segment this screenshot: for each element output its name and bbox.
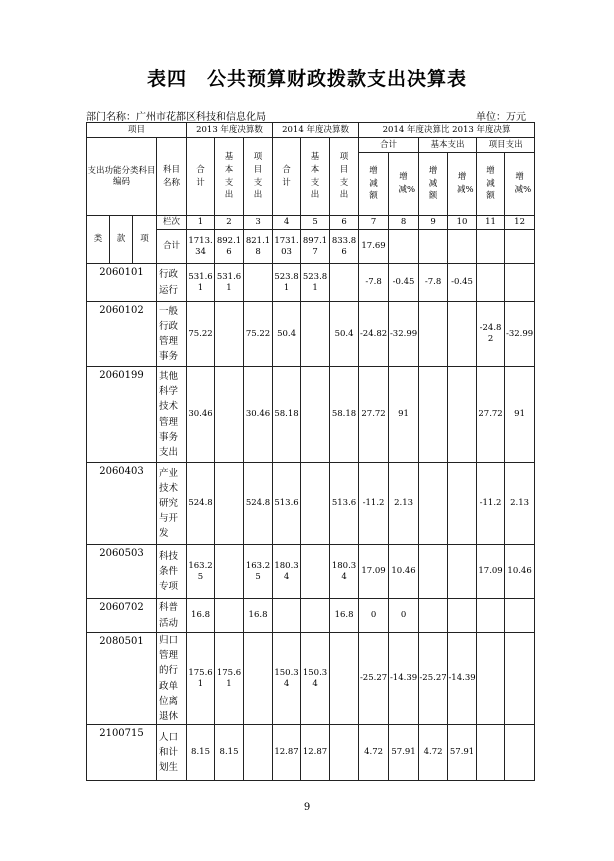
- value-cell: [301, 463, 330, 545]
- table-row: [87, 725, 535, 781]
- total-cell: [448, 230, 477, 264]
- value-cell: 150.34: [273, 633, 301, 725]
- value-cell: [215, 367, 244, 463]
- header-lei: 类: [87, 216, 110, 264]
- value-cell: [477, 633, 505, 725]
- value-cell: 180.34: [273, 545, 301, 599]
- header-2013: 2013 年度决算数: [187, 123, 273, 138]
- header-func-code: 支出功能分类科目编码: [87, 138, 157, 216]
- value-cell: -11.2: [359, 463, 389, 545]
- value-cell: 58.18: [273, 367, 301, 463]
- subject-name: 人口和计划生: [157, 725, 187, 781]
- header-kuan: 款: [110, 216, 133, 264]
- value-cell: -25.27: [359, 633, 389, 725]
- value-cell: 8.15: [215, 725, 244, 781]
- value-cell: 531.61: [215, 264, 244, 302]
- value-cell: 8.15: [187, 725, 215, 781]
- value-cell: 513.6: [273, 463, 301, 545]
- function-code: 2060403: [87, 463, 157, 545]
- function-code: 2060101: [87, 264, 157, 302]
- col-number: 11: [477, 216, 505, 230]
- header-cmp-total-pct: 增减%: [389, 153, 419, 216]
- col-number: 9: [419, 216, 448, 230]
- value-cell: 10.46: [505, 545, 535, 599]
- total-cell: 1713.34: [187, 230, 215, 264]
- value-cell: 0: [389, 599, 419, 633]
- value-cell: -0.45: [389, 264, 419, 302]
- table-row: [87, 367, 535, 463]
- value-cell: [505, 725, 535, 781]
- value-cell: [330, 725, 359, 781]
- value-cell: [301, 302, 330, 367]
- value-cell: 75.22: [244, 302, 273, 367]
- value-cell: 175.61: [215, 633, 244, 725]
- total-cell: 821.18: [244, 230, 273, 264]
- header-cmp-basic: 基本支出: [419, 138, 477, 153]
- value-cell: 180.34: [330, 545, 359, 599]
- header-cmp-basic-amount: 增减额: [419, 153, 448, 216]
- header-cmp-project-amount: 增减额: [477, 153, 505, 216]
- col-number: 10: [448, 216, 477, 230]
- subject-name: 一般行政管理事务: [157, 302, 187, 367]
- value-cell: -7.8: [419, 264, 448, 302]
- col-number: 12: [505, 216, 535, 230]
- col-number: 6: [330, 216, 359, 230]
- value-cell: 27.72: [477, 367, 505, 463]
- value-cell: [419, 545, 448, 599]
- value-cell: [244, 725, 273, 781]
- header-2014-basic: 基本支出: [301, 138, 330, 216]
- value-cell: [419, 302, 448, 367]
- subject-name: 产业技术研究与开发: [157, 463, 187, 545]
- value-cell: -14.39: [389, 633, 419, 725]
- value-cell: -24.82: [477, 302, 505, 367]
- value-cell: 4.72: [359, 725, 389, 781]
- value-cell: 16.8: [244, 599, 273, 633]
- value-cell: [330, 633, 359, 725]
- value-cell: [448, 367, 477, 463]
- value-cell: 163.25: [187, 545, 215, 599]
- table-row: [87, 302, 535, 367]
- header-2013-basic: 基本支出: [215, 138, 244, 216]
- value-cell: 4.72: [419, 725, 448, 781]
- total-cell: [389, 230, 419, 264]
- col-number: 2: [215, 216, 244, 230]
- value-cell: 12.87: [301, 725, 330, 781]
- header-cmp-project-pct: 增减%: [505, 153, 535, 216]
- value-cell: [301, 545, 330, 599]
- col-number: 5: [301, 216, 330, 230]
- header-2013-total: 合计: [187, 138, 215, 216]
- value-cell: 513.6: [330, 463, 359, 545]
- function-code: 2080501: [87, 633, 157, 725]
- total-cell: 892.16: [215, 230, 244, 264]
- header-2014-project: 项目支出: [330, 138, 359, 216]
- value-cell: -24.82: [359, 302, 389, 367]
- value-cell: 57.91: [448, 725, 477, 781]
- value-cell: 524.8: [244, 463, 273, 545]
- value-cell: -0.45: [448, 264, 477, 302]
- value-cell: 12.87: [273, 725, 301, 781]
- value-cell: [244, 633, 273, 725]
- value-cell: [301, 599, 330, 633]
- table-row: [87, 599, 535, 633]
- header-compare: 2014 年度决算比 2013 年度决算: [359, 123, 535, 138]
- value-cell: 523.81: [301, 264, 330, 302]
- value-cell: [419, 463, 448, 545]
- function-code: 2060702: [87, 599, 157, 633]
- subject-name: 归口管理的行政单位离退休: [157, 633, 187, 725]
- value-cell: [273, 599, 301, 633]
- budget-table: [86, 122, 535, 781]
- subject-name: 其他科学技术管理事务支出: [157, 367, 187, 463]
- total-cell: [419, 230, 448, 264]
- value-cell: 10.46: [389, 545, 419, 599]
- value-cell: 150.34: [301, 633, 330, 725]
- function-code: 2060102: [87, 302, 157, 367]
- value-cell: 531.61: [187, 264, 215, 302]
- value-cell: [244, 264, 273, 302]
- header-cmp-total-amount: 增减额: [359, 153, 389, 216]
- total-cell: [477, 230, 505, 264]
- value-cell: [419, 367, 448, 463]
- table-row: [87, 463, 535, 545]
- value-cell: 30.46: [187, 367, 215, 463]
- value-cell: 16.8: [330, 599, 359, 633]
- value-cell: -11.2: [477, 463, 505, 545]
- subject-name: 科普活动: [157, 599, 187, 633]
- header-2014: 2014 年度决算数: [273, 123, 359, 138]
- header-cmp-project: 项目支出: [477, 138, 535, 153]
- total-cell: 833.86: [330, 230, 359, 264]
- value-cell: 50.4: [273, 302, 301, 367]
- value-cell: [505, 264, 535, 302]
- table-row: [87, 633, 535, 725]
- value-cell: 0: [359, 599, 389, 633]
- value-cell: [215, 463, 244, 545]
- value-cell: 2.13: [389, 463, 419, 545]
- value-cell: 30.46: [244, 367, 273, 463]
- value-cell: [477, 725, 505, 781]
- value-cell: [477, 599, 505, 633]
- header-xiang: 项: [133, 216, 157, 264]
- header-2014-total: 合计: [273, 138, 301, 216]
- table-row: [87, 264, 535, 302]
- function-code: 2060199: [87, 367, 157, 463]
- header-2013-project: 项目支出: [244, 138, 273, 216]
- total-cell: 897.17: [301, 230, 330, 264]
- total-cell: 1731.03: [273, 230, 301, 264]
- table-row: [87, 545, 535, 599]
- header-item: 项目: [87, 123, 187, 138]
- value-cell: -7.8: [359, 264, 389, 302]
- value-cell: 57.91: [389, 725, 419, 781]
- value-cell: 163.25: [244, 545, 273, 599]
- value-cell: 2.13: [505, 463, 535, 545]
- value-cell: -14.39: [448, 633, 477, 725]
- header-order: 栏次: [157, 216, 187, 230]
- subject-name: 行政运行: [157, 264, 187, 302]
- unit-label: 单位：万元: [476, 112, 526, 123]
- value-cell: [215, 599, 244, 633]
- value-cell: 524.8: [187, 463, 215, 545]
- header-cmp-total: 合计: [359, 138, 419, 153]
- col-number: 8: [389, 216, 419, 230]
- value-cell: 175.61: [187, 633, 215, 725]
- value-cell: 91: [389, 367, 419, 463]
- value-cell: [477, 264, 505, 302]
- value-cell: [505, 599, 535, 633]
- value-cell: -25.27: [419, 633, 448, 725]
- value-cell: [215, 545, 244, 599]
- value-cell: [215, 302, 244, 367]
- value-cell: 523.81: [273, 264, 301, 302]
- page-number: 9: [303, 802, 311, 813]
- col-number: 3: [244, 216, 273, 230]
- header-cmp-basic-pct: 增减%: [448, 153, 477, 216]
- value-cell: 17.09: [359, 545, 389, 599]
- total-row-label: 合计: [157, 230, 187, 264]
- col-number: 1: [187, 216, 215, 230]
- value-cell: [330, 264, 359, 302]
- total-cell: 17.69: [359, 230, 389, 264]
- value-cell: 50.4: [330, 302, 359, 367]
- value-cell: [301, 367, 330, 463]
- value-cell: 16.8: [187, 599, 215, 633]
- total-cell: [505, 230, 535, 264]
- value-cell: 17.09: [477, 545, 505, 599]
- header-subject-name: 科目名称: [157, 138, 187, 216]
- value-cell: [505, 633, 535, 725]
- subject-name: 科技条件专项: [157, 545, 187, 599]
- value-cell: [448, 302, 477, 367]
- col-number: 4: [273, 216, 301, 230]
- value-cell: 75.22: [187, 302, 215, 367]
- value-cell: 91: [505, 367, 535, 463]
- value-cell: [448, 545, 477, 599]
- value-cell: -32.99: [505, 302, 535, 367]
- value-cell: [448, 599, 477, 633]
- value-cell: -32.99: [389, 302, 419, 367]
- value-cell: 27.72: [359, 367, 389, 463]
- page-title: 表四 公共预算财政拨款支出决算表: [146, 68, 467, 90]
- col-number: 7: [359, 216, 389, 230]
- department-name: 部门名称：广州市花都区科技和信息化局: [86, 112, 266, 123]
- function-code: 2060503: [87, 545, 157, 599]
- value-cell: [419, 599, 448, 633]
- value-cell: [448, 463, 477, 545]
- function-code: 2100715: [87, 725, 157, 781]
- value-cell: 58.18: [330, 367, 359, 463]
